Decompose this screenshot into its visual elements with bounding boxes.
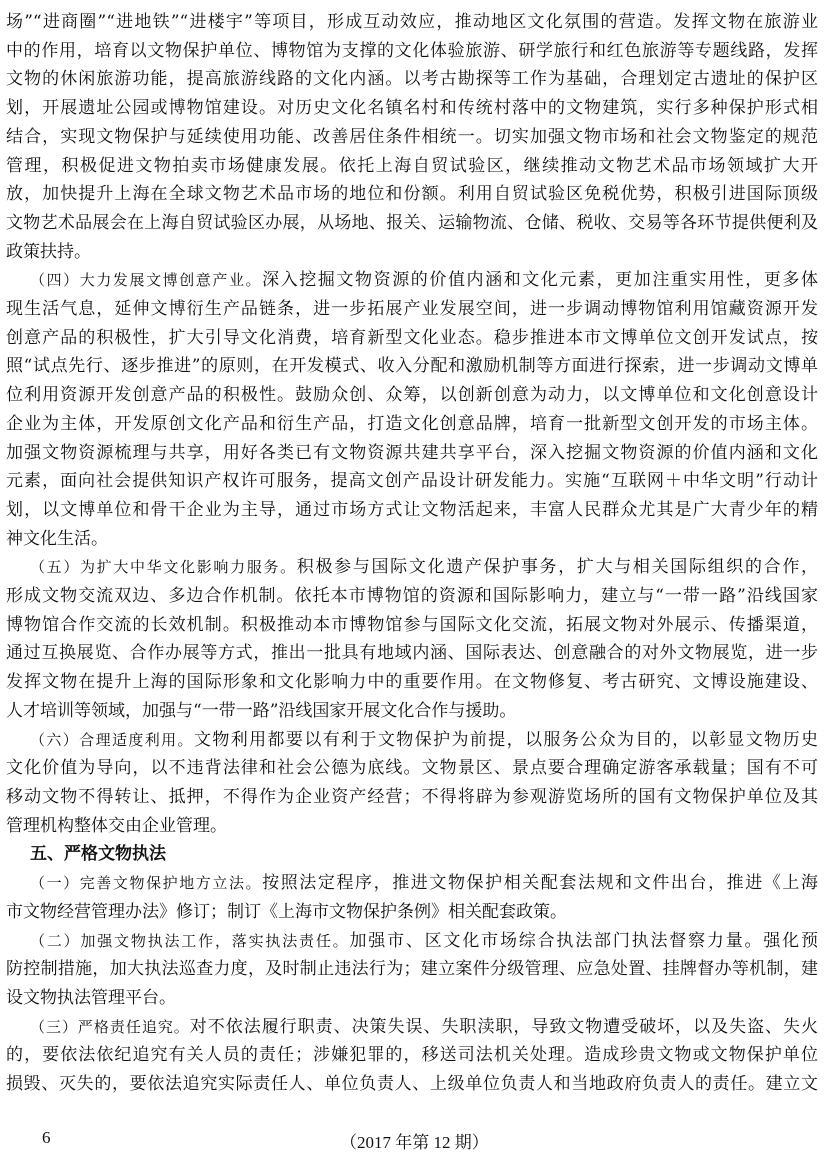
line-text: 损毁、灭失的，要依法追究实际责任人、单位负责人、上级单位负责人和当地政府负责人的责任。建立文	[6, 1074, 818, 1095]
section-heading-text: 五、严格文物执法	[30, 844, 166, 865]
text-line	[6, 697, 818, 726]
line-text: 文物利用都要以有利于文物保护为前提，以服务公众为目的，以彰显文物历史	[193, 729, 818, 750]
text-line	[6, 927, 818, 956]
line-text: 加强市、区文化市场综合执法部门执法督察力量。强化预	[349, 930, 818, 951]
paragraph-lead: （六）合理适度利用。	[30, 730, 194, 749]
text-line	[6, 611, 818, 640]
text-line	[6, 123, 818, 152]
line-text: 中的作用，培育以文物保护单位、博物馆为支撑的文化体验旅游、研学旅行和红色旅游等专题线路，发挥	[6, 40, 818, 61]
line-text: 管理，积极促进文物拍卖市场健康发展。依托上海自贸试验区，继续推动文物艺术品市场领域扩大开	[6, 155, 818, 176]
text-line	[6, 295, 818, 324]
line-text: 对不依法履行职责、决策失误、失职渎职，导致文物遭受破坏，以及失盗、失火	[189, 1016, 818, 1037]
line-text: 设文物执法管理平台。	[6, 987, 176, 1008]
line-text: 人才培训等领域，加强与“一带一路”沿线国家开展文化合作与援助。	[6, 700, 517, 721]
paragraph-lead: （一）完善文物保护地方立法。	[30, 874, 263, 893]
text-line	[6, 1070, 818, 1099]
text-line	[6, 898, 818, 927]
text-line	[6, 496, 818, 525]
text-line	[6, 1013, 818, 1042]
paragraph-lead: （五）为扩大中华文化影响力服务。	[30, 558, 297, 577]
line-text: 形成文物交流双边、多边合作机制。依托本市博物馆的资源和国际影响力，建立与“一带一路”沿线国家	[6, 586, 818, 607]
page-footer	[0, 1128, 827, 1154]
text-line	[6, 467, 818, 496]
text-line	[6, 1041, 818, 1070]
line-text: 结合，实现文物保护与延续使用功能、改善居住条件相统一。切实加强文物市场和社会文物鉴定的规范	[6, 126, 818, 147]
text-line	[6, 381, 818, 410]
text-line	[6, 582, 818, 611]
text-line	[6, 639, 818, 668]
line-text: 场”“进商圈”“进地铁”“进楼宇”等项目，形成互动效应，推动地区文化氛围的营造。发挥文物在旅游业	[6, 12, 818, 32]
line-text: 创意产品的积极性，扩大引导文化消费，培育新型文化业态。稳步推进本市文博单位文创开发试点，按	[6, 327, 818, 348]
line-text: 照“试点先行、逐步推进”的原则，在开发模式、收入分配和激励机制等方面进行探索，进一步调动文博单	[6, 356, 818, 377]
text-line	[6, 180, 818, 209]
text-line	[6, 754, 818, 783]
paragraph-lead: （二）加强文物执法工作，落实执法责任。	[30, 931, 350, 950]
line-text: 位利用资源开发创意产品的积极性。鼓励众创、众筹，以创新创意为动力，以文博单位和文化创意设计	[6, 385, 818, 406]
line-text: 防控制措施，加大执法巡查力度，及时制止违法行为；建立案件分级管理、应急处置、挂牌督办等机制，建	[6, 959, 818, 980]
text-line	[6, 352, 818, 381]
line-text: 移动文物不得转让、抵押，不得作为企业资产经营；不得将辟为参观游览场所的国有文物保护单位及其	[6, 786, 818, 807]
document-body	[6, 8, 818, 1099]
text-line	[6, 439, 818, 468]
line-text: 发挥文物在提升上海的国际形象和文化影响力中的重要作用。在文物修复、考古研究、文博设施建设、	[6, 672, 818, 693]
text-line	[6, 238, 818, 267]
text-line	[6, 324, 818, 353]
line-text: 政策扶持。	[6, 241, 91, 262]
line-text: 文物的休闲旅游功能，提高旅游线路的文化内涵。以考古勘探等工作为基础，合理划定古遗址的保护区	[6, 69, 818, 90]
text-line	[6, 266, 818, 295]
line-text: 管理机构整体交由企业管理。	[6, 815, 227, 836]
line-text: 划，以文博单位和骨干企业为主导，通过市场方式让文物活起来，丰富人民群众尤其是广大青少年的精	[6, 499, 818, 520]
text-line	[6, 984, 818, 1013]
line-text: 元素，面向社会提供知识产权许可服务，提高文创产品设计研发能力。实施“互联网＋中华文明”行动计	[6, 471, 818, 492]
section-heading	[6, 840, 818, 869]
line-text: 神文化生活。	[6, 528, 108, 549]
line-text: 按照法定程序，推进文物保护相关配套法规和文件出台，推进《上海	[262, 873, 818, 894]
line-text: 文物艺术品展会在上海自贸试验区办展，从场地、报关、运输物流、仓储、税收、交易等各环节提供便利及	[6, 212, 818, 233]
text-line	[6, 726, 818, 755]
line-text: 文化价值为导向，以不违背法律和社会公德为底线。文物景区、景点要合理确定游客承载量；国有不可	[6, 758, 818, 779]
text-line	[6, 152, 818, 181]
text-line	[6, 783, 818, 812]
issue-label: （2017 年第 12 期）	[340, 1133, 489, 1152]
page-number: 6	[42, 1128, 51, 1147]
text-line	[6, 525, 818, 554]
text-line	[6, 410, 818, 439]
text-line	[6, 553, 818, 582]
text-line	[6, 8, 818, 37]
line-text: 博物馆合作交流的长效机制。积极推动本市博物馆参与国际文化交流，拓展文物对外展示、传播渠道，	[6, 614, 818, 635]
text-line	[6, 209, 818, 238]
line-text: 通过互换展览、合作办展等方式，推出一批具有地域内涵、国际表达、创意融合的对外文物展览，进一步	[6, 643, 818, 664]
line-text: 放，加快提升上海在全球文物艺术品市场的地位和份额。利用自贸试验区免税优势，积极引进国际顶级	[6, 184, 818, 205]
line-text: 积极参与国际文化遗产保护事务，扩大与相关国际组织的合作，	[296, 557, 818, 578]
line-text: 市文物经营管理办法》修订；制订《上海市文物保护条例》相关配套政策。	[6, 901, 567, 922]
text-line	[6, 668, 818, 697]
line-text: 深入挖掘文物资源的价值内涵和文化元素，更加注重实用性，更多体	[262, 270, 818, 291]
line-text: 企业为主体，开发原创文化产品和衍生产品，打造文化创意品牌，培育一批新型文创开发的市场主体。	[6, 413, 818, 434]
paragraph-lead: （四）大力发展文博创意产业。	[30, 271, 263, 290]
text-line	[6, 37, 818, 66]
line-text: 加强文物资源梳理与共享，用好各类已有文物资源共建共享平台，深入挖掘文物资源的价值内涵和文化	[6, 442, 818, 463]
text-line	[6, 955, 818, 984]
line-text: 的，要依法依纪追究有关人员的责任；涉嫌犯罪的，移送司法机关处理。造成珍贵文物或文物保护单位	[6, 1045, 818, 1066]
paragraph-lead: （三）严格责任追究。	[30, 1017, 190, 1036]
text-line	[6, 94, 818, 123]
text-line	[6, 65, 818, 94]
text-line	[6, 869, 818, 898]
text-line	[6, 812, 818, 841]
line-text: 现生活气息，延伸文博衍生产品链条，进一步拓展产业发展空间，进一步调动博物馆利用馆藏资源开发	[6, 299, 818, 320]
line-text: 划，开展遗址公园或博物馆建设。对历史文化名镇名村和传统村落中的文物建筑，实行多种保护形式相	[6, 98, 818, 119]
